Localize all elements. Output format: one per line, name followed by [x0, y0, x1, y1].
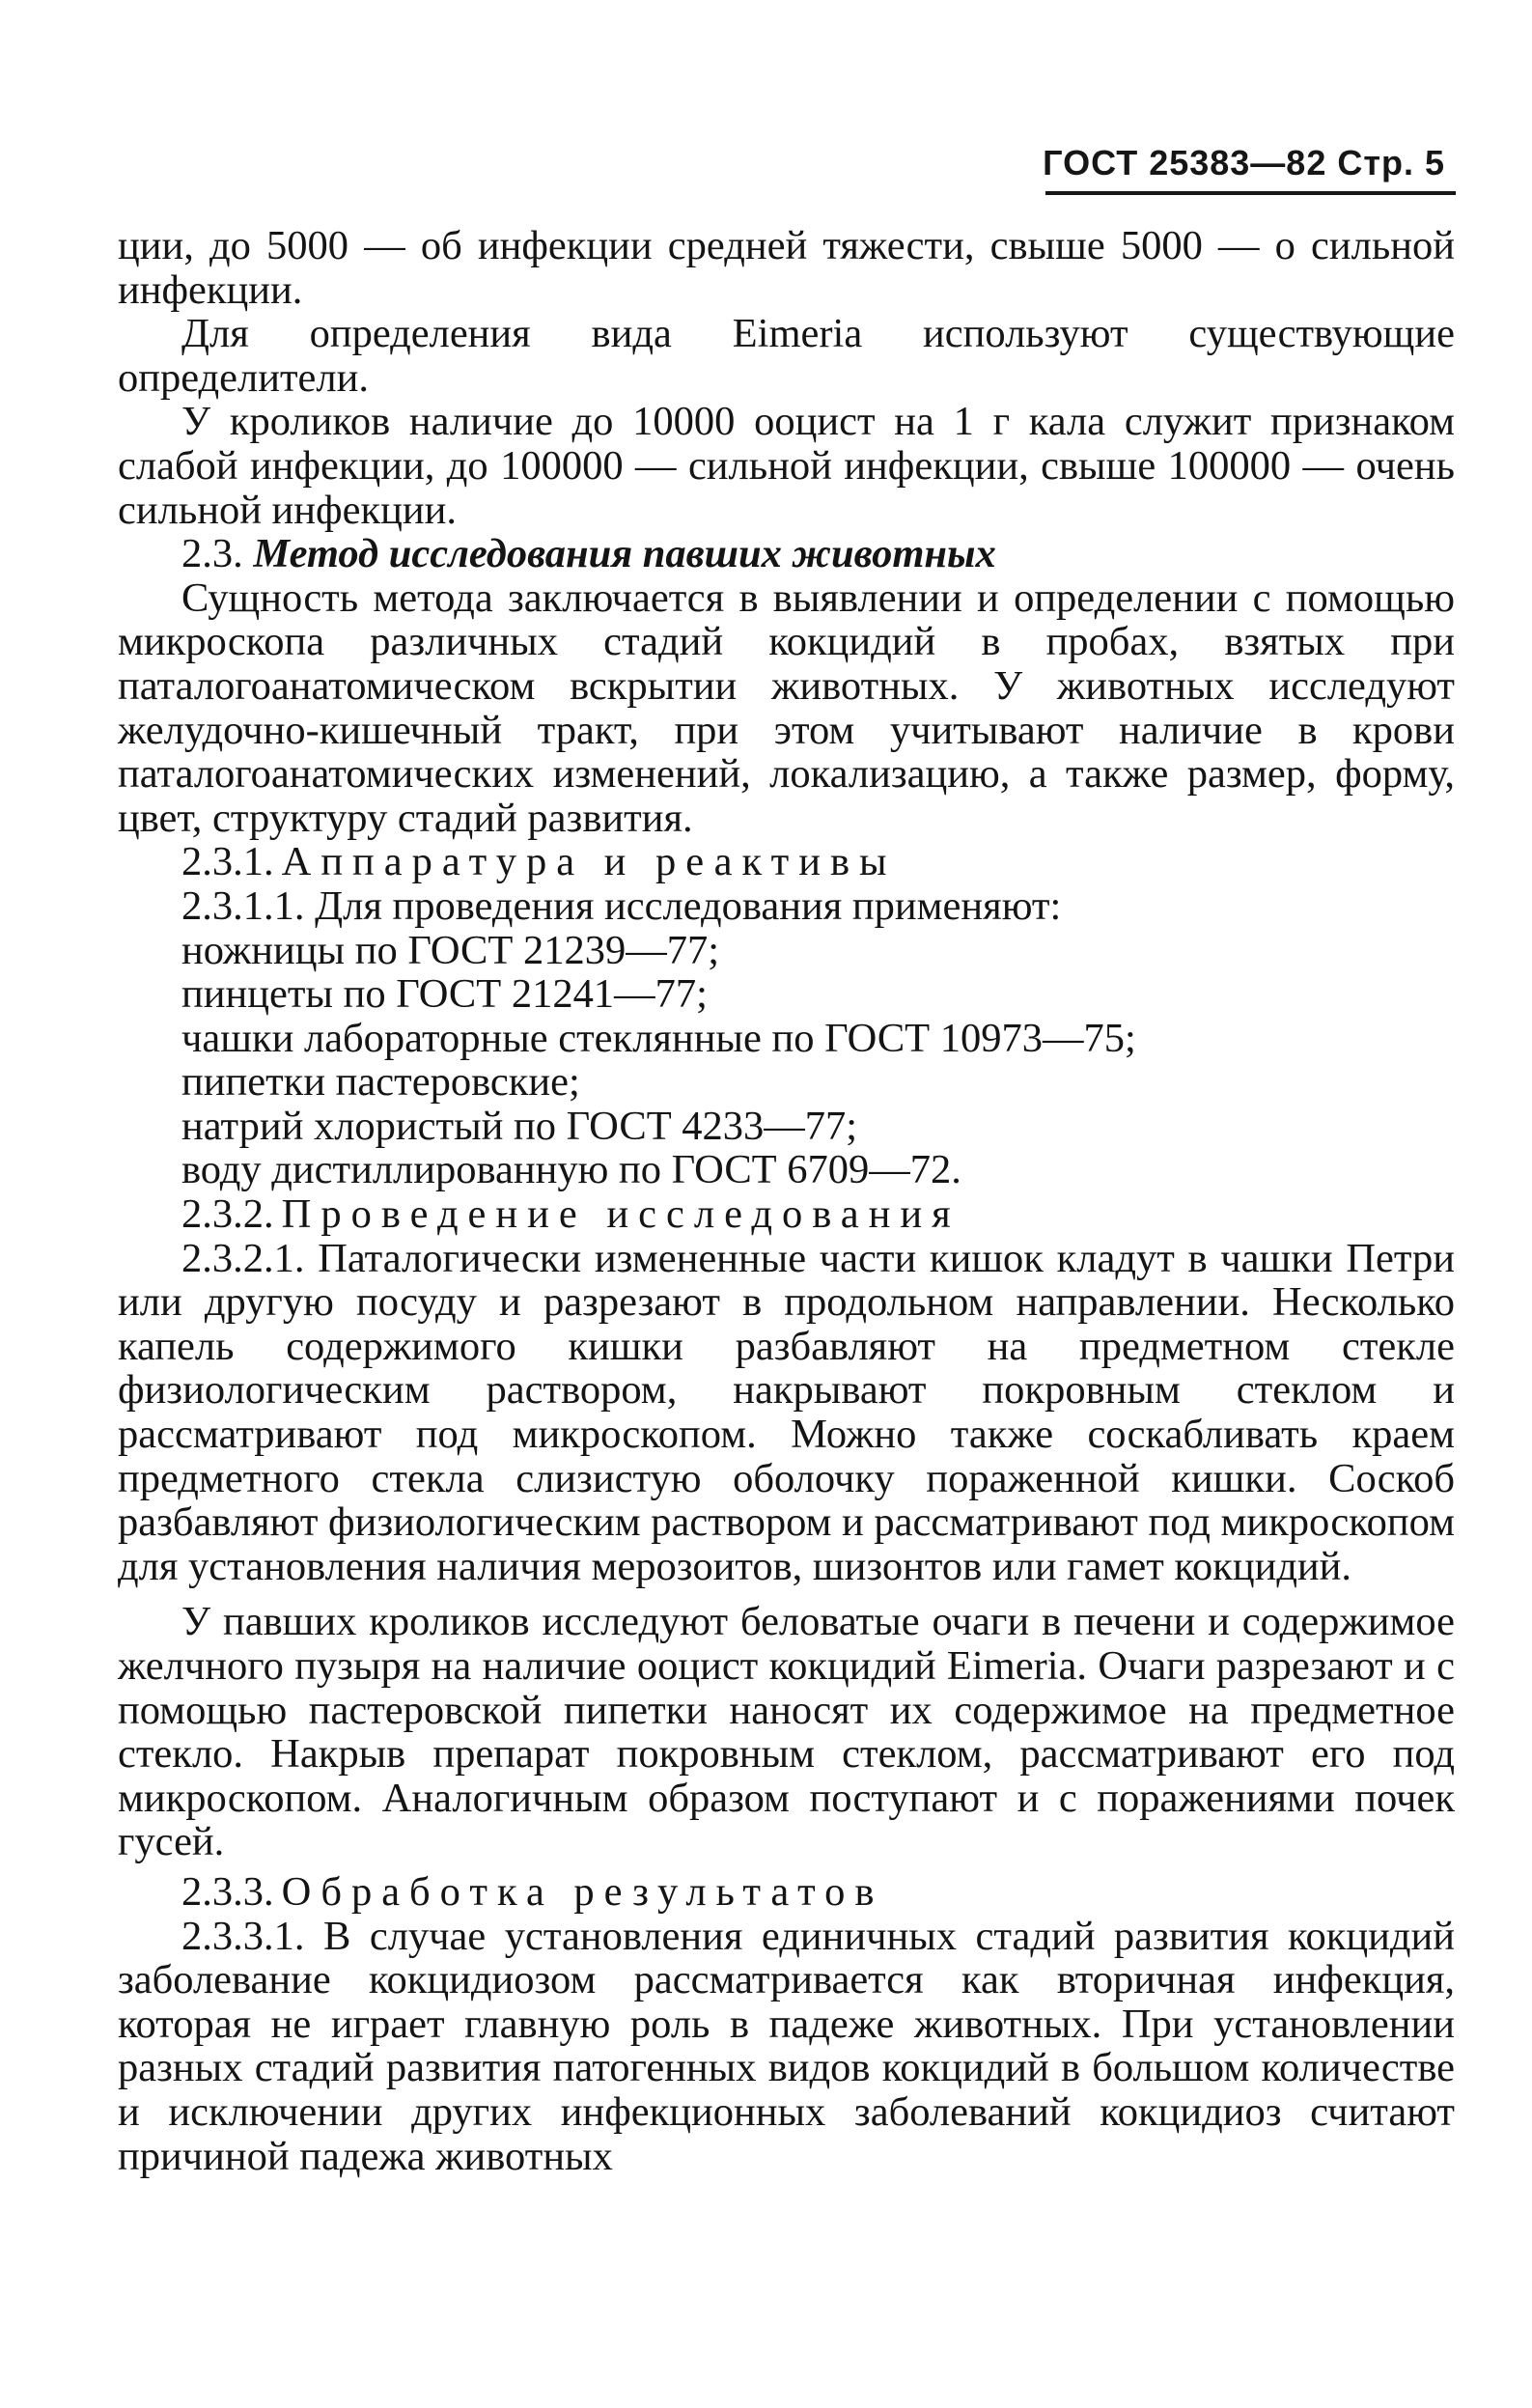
paragraph-rabbits-oocysts: У кроликов наличие до 10000 ооцист на 1 г кала служит признаком слабой инфекции, до 100000 — сильной инфекции, свыше 100000 — очень сильной инфекции.	[118, 399, 1455, 533]
section-title: Метод исследования павших животных	[253, 531, 996, 577]
section-2-3-1-heading	[118, 840, 1455, 884]
list-item: чашки лабораторные стеклянные по ГОСТ 10973—75;	[181, 1015, 1136, 1061]
paragraph-2-3-1-1: 2.3.1.1. Для проведения исследования применяют:	[181, 882, 1062, 929]
section-number: 2.3.	[181, 531, 243, 577]
section-2-3-heading	[118, 532, 1455, 576]
paragraph-eimeria-identification: Для определения вида Eimeria используют существующие определители.	[118, 311, 1455, 401]
list-item: пипетки пастеровские;	[181, 1059, 580, 1106]
list-item: натрий хлористый по ГОСТ 4233—77;	[181, 1103, 858, 1149]
section-number: 2.3.2.	[181, 1191, 274, 1238]
section-title: Проведение исследования	[281, 1191, 961, 1238]
page-header: ГОСТ 25383—82 Стр. 5	[1043, 143, 1445, 182]
section-2-3-3-heading	[118, 1870, 1455, 1915]
header-rule	[1045, 191, 1456, 195]
list-item: пинцеты по ГОСТ 21241—77;	[181, 971, 708, 1018]
paragraph-method-essence: Сущность метода заключается в выявлении и определении с помощью микроскопа различных стадий кокцидий в пробах, взятых при паталогоанатомическом вскрытии животных. У животных исследуют желудочно-кишечный тракт, при этом учитывают наличие в крови паталогоанатомических изменений, локализацию, а также размер, форму, цвет, структуру стадий развития.	[118, 574, 1455, 841]
page-content	[118, 224, 1455, 2178]
section-2-3-2-heading	[118, 1192, 1455, 1237]
section-title: Аппаратура и реактивы	[281, 839, 897, 885]
section-title: Обработка результатов	[281, 1868, 884, 1915]
paragraph-2-3-3-1: 2.3.3.1. В случае установления единичных стадий развития кокцидий заболевание кокцидиозом рассматривается как вторичная инфекция, которая не играет главную роль в падеже животных. При установлении разных стадий развития патогенных видов кокцидий в большом количестве и исключении других инфекционных заболеваний кокцидиоз считают причиной падежа животных	[118, 1913, 1455, 2179]
list-item: ножницы по ГОСТ 21239—77;	[181, 927, 720, 973]
section-number: 2.3.3.	[181, 1868, 274, 1915]
section-number: 2.3.1.	[181, 839, 274, 885]
paragraph-rabbit-liver: У павших кроликов исследуют беловатые очаги в печени и содержимое желчного пузыря на наличие ооцист кокцидий Eimeria. Очаги разрезают и с помощью пастеровской пипетки наносят их содержимое на предметное стекло. Накрыв препарат покровным стеклом, рассматривают его под микроскопом. Аналогичным образом поступают и с поражениями почек гусей.	[118, 1599, 1455, 1865]
paragraph-2-3-2-1: 2.3.2.1. Паталогически измененные части кишок кладут в чашки Петри или другую посуду и разрезают в продольном направлении. Несколько капель содержимого кишки разбавляют на предметном стекле физиологическим раствором, накрывают покровным стеклом и рассматривают под микроскопом. Можно также соскабливать краем предметного стекла слизистую оболочку пораженной кишки. Соскоб разбавляют физиологическим раствором и рассматривают под микроскопом для установления наличия мерозоитов, шизонтов или гамет кокцидий.	[118, 1235, 1456, 1589]
list-item: воду дистиллированную по ГОСТ 6709—72.	[181, 1147, 961, 1193]
paragraph-infection-levels: ции, до 5000 — об инфекции средней тяжести, свыше 5000 — о сильной инфекции.	[118, 223, 1455, 313]
